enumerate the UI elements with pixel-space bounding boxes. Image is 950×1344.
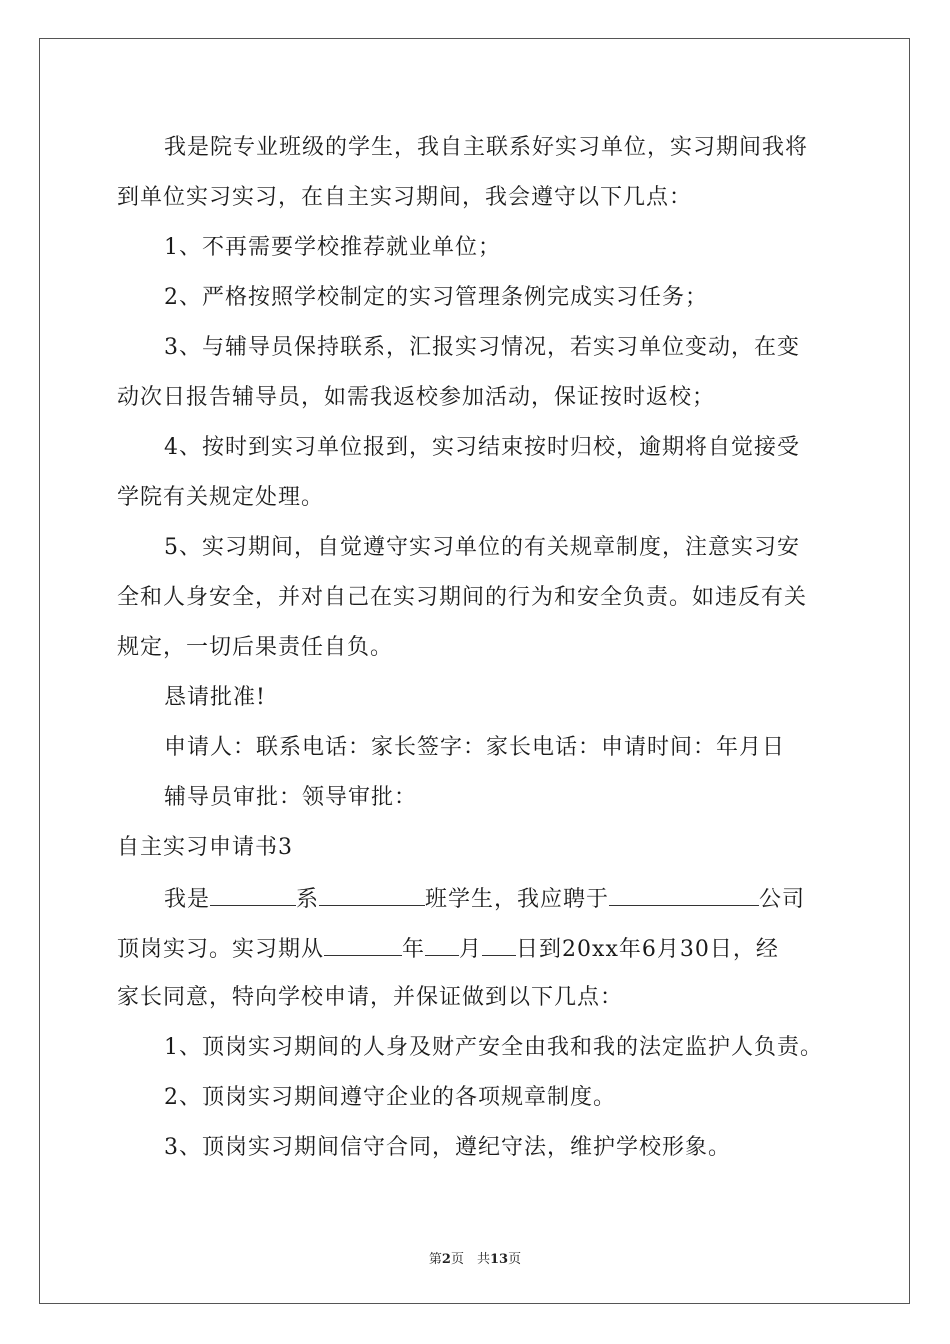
paragraph-line: 规定，一切后果责任自负。 [117,635,394,660]
year-blank[interactable] [324,933,402,956]
company-blank[interactable] [609,883,759,906]
department-blank[interactable] [210,883,296,906]
footer-text: 页 [508,1252,522,1267]
month-blank[interactable] [425,933,459,956]
paragraph-line: 4、按时到实习单位报到，实习结束按时归校，逾期将自觉接受 [164,435,800,460]
signature-fields-line: 申请人：联系电话：家长签字：家长电话：申请时间：年月日 [164,735,786,760]
list-item: 1、顶岗实习期间的人身及财产安全由我和我的法定监护人负责。 [164,1035,823,1060]
paragraph-line: 5、实习期间，自觉遵守实习单位的有关规章制度，注意实习安 [164,535,800,560]
list-item: 3、顶岗实习期间信守合同，遵纪守法，维护学校形象。 [164,1135,731,1160]
paragraph-line: 1、不再需要学校推荐就业单位； [164,235,501,260]
class-blank[interactable] [319,883,425,906]
page-border [39,38,910,1304]
page-total: 13 [489,1252,509,1267]
list-item: 2、顶岗实习期间遵守企业的各项规章制度。 [164,1085,616,1110]
form-line-1 [164,883,884,915]
form-text: 日到20xx年6月30日，经 [516,937,779,962]
paragraph-line: 家长同意，特向学校申请，并保证做到以下几点： [117,985,624,1010]
form-text: 系 [296,887,320,912]
form-text: 公司 [759,887,806,912]
page-number: 2 [441,1252,451,1267]
form-text: 我是 [164,887,211,912]
form-text: 顶岗实习。实习期从 [117,937,325,962]
approval-fields-line: 辅导员审批：领导审批： [164,785,418,810]
paragraph-line: 2、严格按照学校制定的实习管理条例完成实习任务； [164,285,708,310]
day-blank[interactable] [482,933,516,956]
form-text: 月 [459,937,483,962]
paragraph-line: 恳请批准! [164,685,266,710]
paragraph-line: 到单位实习实习，在自主实习期间，我会遵守以下几点： [117,185,693,210]
form-text: 班学生，我应聘于 [425,887,610,912]
paragraph-line: 3、与辅导员保持联系，汇报实习情况，若实习单位变动，在变 [164,335,800,360]
footer-text: 页 共 [450,1252,490,1267]
page-footer [0,1248,950,1267]
section-title: 自主实习申请书3 [117,835,293,860]
paragraph-line: 我是院专业班级的学生，我自主联系好实习单位，实习期间我将 [164,135,809,160]
form-text: 年 [402,937,426,962]
paragraph-line: 动次日报告辅导员，如需我返校参加活动，保证按时返校； [117,385,716,410]
paragraph-line: 学院有关规定处理。 [117,485,325,510]
footer-text: 第 [428,1252,442,1267]
paragraph-line: 全和人身安全，并对自己在实习期间的行为和安全负责。如违反有关 [117,585,808,610]
form-line-2 [117,933,837,965]
